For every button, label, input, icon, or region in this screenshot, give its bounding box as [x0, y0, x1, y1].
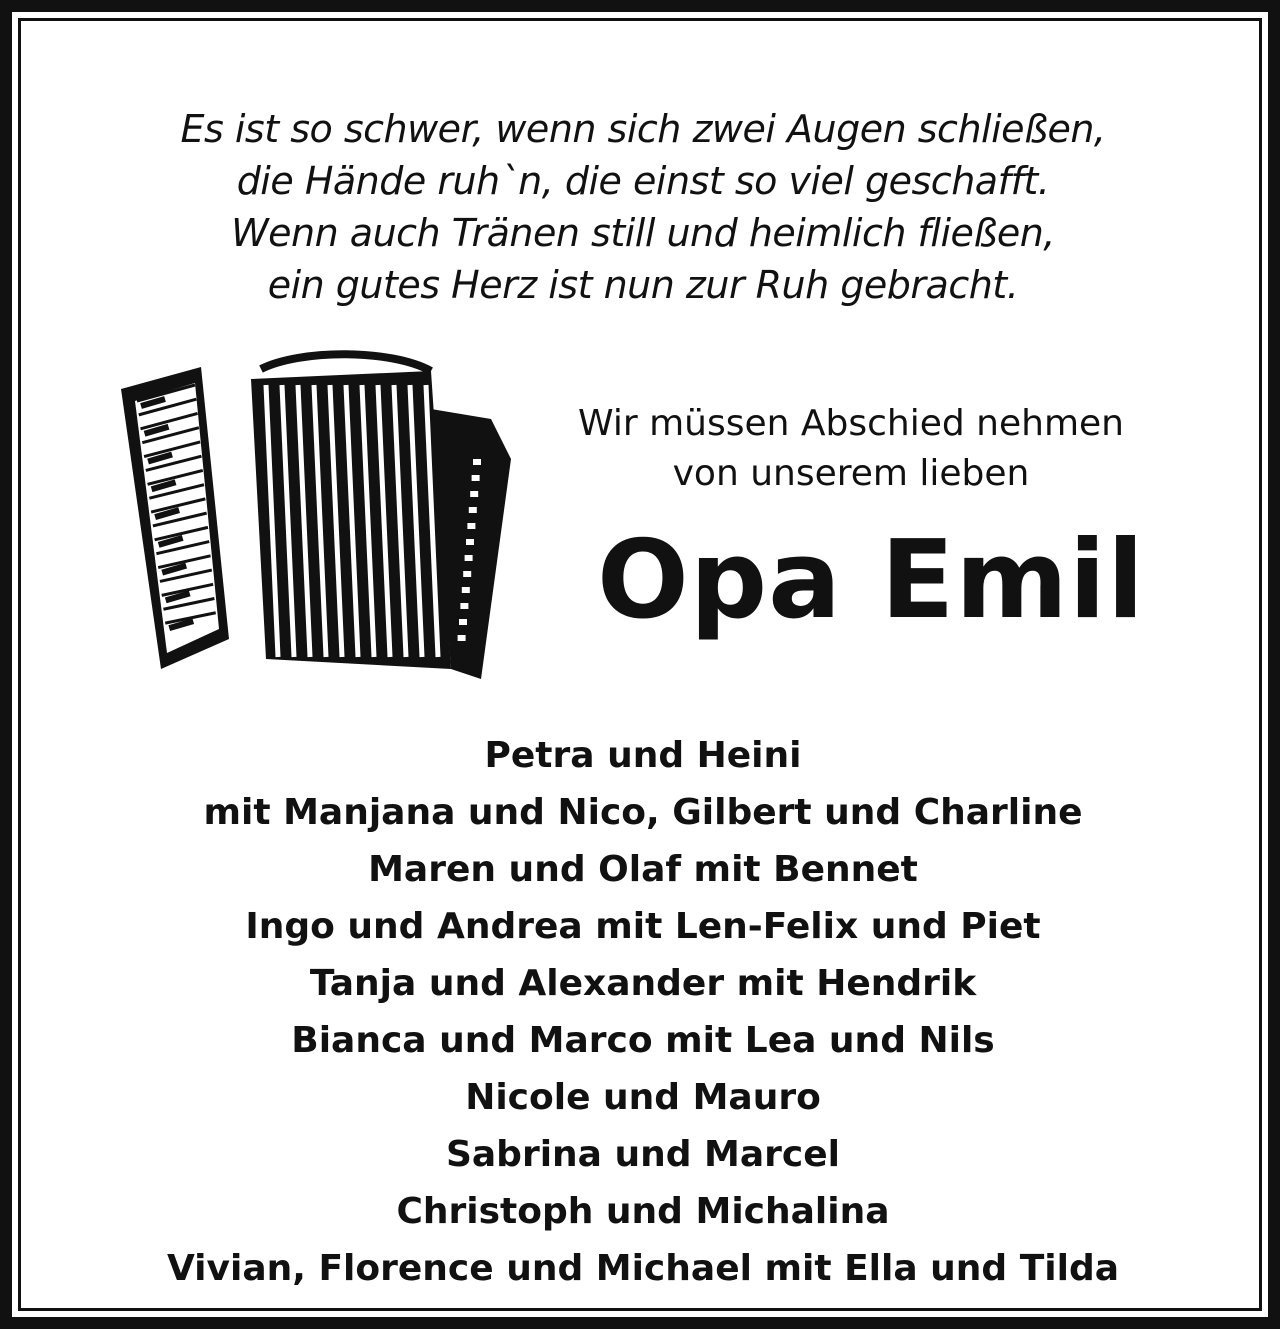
- accordion-keyboard: [121, 367, 229, 669]
- poem-line: Wenn auch Tränen still und heimlich fließen,: [231, 211, 1055, 255]
- mourner-line: Maren und Olaf mit Bennet: [368, 849, 918, 890]
- mourners-list: [21, 727, 1265, 1297]
- intro-text: [541, 399, 1161, 499]
- deceased-name: Opa Emil: [597, 518, 1145, 643]
- poem: [21, 103, 1265, 311]
- mourner-line: Christoph und Michalina: [396, 1191, 890, 1232]
- mourner-line: Tanja und Alexander mit Hendrik: [309, 963, 977, 1004]
- mourner-line: Petra und Heini: [484, 735, 802, 776]
- intro-line: Wir müssen Abschied nehmen: [578, 403, 1124, 444]
- obituary-frame: [18, 18, 1262, 1311]
- mourner-line: Sabrina und Marcel: [445, 1134, 841, 1175]
- mourner-line: Bianca und Marco mit Lea und Nils: [291, 1020, 995, 1061]
- intro-line: von unserem lieben: [672, 453, 1030, 494]
- mourner-line: mit Manjana und Nico, Gilbert und Charline: [203, 792, 1083, 833]
- poem-line: Es ist so schwer, wenn sich zwei Augen schließen,: [180, 107, 1106, 151]
- poem-line: die Hände ruh`n, die einst so viel geschafft.: [236, 159, 1050, 203]
- mourner-line: Vivian, Florence und Michael mit Ella und Tilda: [166, 1248, 1120, 1289]
- mourner-line: Ingo und Andrea mit Len-Felix und Piet: [245, 906, 1041, 947]
- accordion-icon: [101, 339, 521, 699]
- accordion-strap: [261, 354, 431, 371]
- mourner-line: Nicole und Mauro: [465, 1077, 821, 1118]
- poem-line: ein gutes Herz ist nun zur Ruh gebracht.: [267, 263, 1019, 307]
- accordion-bellows: [251, 371, 451, 669]
